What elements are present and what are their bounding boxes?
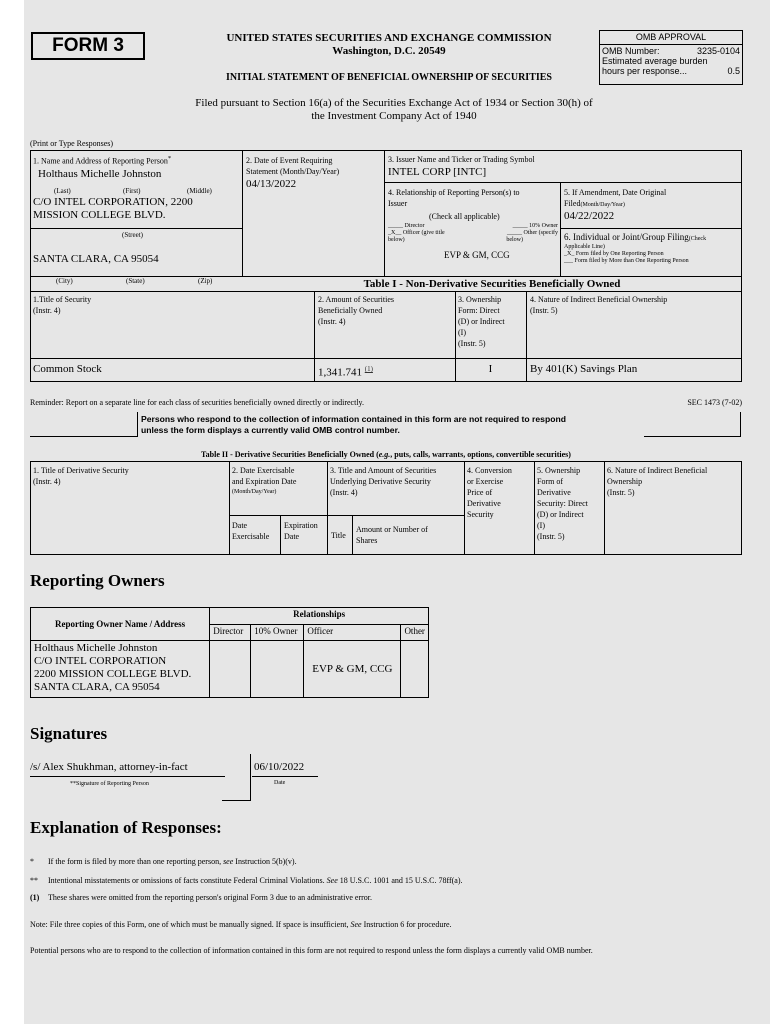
t2-col1-header: 1. Title of Derivative Security (Instr. 4) <box>33 466 129 486</box>
omb-approval-box <box>599 30 743 85</box>
reporting-owners-heading: Reporting Owners <box>30 571 165 590</box>
filed-pursuant-2: the Investment Company Act of 1940 <box>311 110 477 122</box>
signature-label: **Signature of Reporting Person <box>70 781 149 787</box>
omb-burden-value: 0.5 <box>727 66 740 76</box>
t1-col4-header: 4. Nature of Indirect Beneficial Ownership (Instr. 5) <box>530 295 668 315</box>
t2-expiration-date: Expiration Date <box>284 521 318 541</box>
omb-number-row <box>600 45 742 56</box>
reporting-person-name: Holthaus Michelle Johnston <box>38 168 162 180</box>
issuer-name: INTEL CORP [INTC] <box>388 166 487 178</box>
box3-label: 3. Issuer Name and Ticker or Trading Symbol <box>388 155 535 164</box>
omb-burden-label: hours per response... <box>602 66 688 76</box>
table-row <box>31 641 429 698</box>
explanation-heading: Explanation of Responses: <box>30 818 222 837</box>
note-1: * If the form is filed by more than one reporting person, see Instruction 5(b)(v). <box>30 857 297 866</box>
box2-label: 2. Date of Event Requiring Statement (Month/Day/Year) <box>246 156 340 176</box>
footnote-link[interactable]: (1) <box>364 365 373 373</box>
t2-col5-header: 5. Ownership Form of Derivative Security: Direct (D) or Indirect (I) (Instr. 5) <box>537 466 588 541</box>
city-state-zip: SANTA CLARA, CA 95054 <box>33 253 159 265</box>
omb-burden-line: Estimated average burden <box>602 56 708 66</box>
zip-label: (Zip) <box>198 277 213 285</box>
sec-form-number: SEC 1473 (7-02) <box>687 398 742 407</box>
table1-title: Table I - Non-Derivative Securities Beneficially Owned <box>363 278 621 290</box>
signatures-heading: Signatures <box>30 724 108 743</box>
event-date: 04/13/2022 <box>246 178 297 190</box>
amendment-date: 04/22/2022 <box>564 210 615 222</box>
street-label: (Street) <box>122 231 143 239</box>
note-potential-persons: Potential persons who are to respond to the collection of information contained in this form are not required to respond unless the form displays a currently valid OMB number. <box>30 946 593 955</box>
form-page <box>24 0 770 1024</box>
table2-title: Table II - Derivative Securities Beneficially Owned (e.g., puts, calls, warrants, options, convertible securities) <box>201 450 571 459</box>
first-label: (First) <box>123 187 141 195</box>
t1-col3-header: 3. Ownership Form: Direct (D) or Indirect (I) (Instr. 5) <box>458 295 505 348</box>
middle-label: (Middle) <box>187 187 212 195</box>
persons-respond-notice: Persons who respond to the collection of information contained in this form are not required to respond unless the form displays a currently valid OMB control number. <box>141 414 566 435</box>
box6-option-one: _X_ Form filed by One Reporting Person <box>564 251 664 257</box>
officer-title: EVP & GM, CCG <box>444 250 510 260</box>
date-label: Date <box>274 780 286 786</box>
director-cell <box>210 641 251 698</box>
last-label: (Last) <box>54 187 71 195</box>
t2-amount-shares: Amount or Number of Shares <box>356 525 428 545</box>
signer-name: /s/ Alex Shukhman, attorney-in-fact <box>30 761 188 773</box>
check-all-applicable: (Check all applicable) <box>429 212 500 221</box>
omb-number-label: OMB Number: <box>602 46 660 56</box>
t2-date-exercisable: Date Exercisable <box>232 521 270 541</box>
other-below: below) <box>506 237 523 243</box>
t1-ownership-form: I <box>488 363 493 375</box>
agency-city: Washington, D.C. 20549 <box>332 45 446 57</box>
box6-options <box>564 244 689 265</box>
t1-col2-header: 2. Amount of Securities Beneficially Owned (Instr. 4) <box>318 295 394 326</box>
omb-title: OMB APPROVAL <box>600 31 742 45</box>
director-option: _____ Director <box>388 223 425 229</box>
t2-col6-header: 6. Nature of Indirect Beneficial Ownership (Instr. 5) <box>607 466 708 497</box>
t2-title: Title <box>331 531 346 540</box>
owner-name-header: Reporting Owner Name / Address <box>31 608 210 641</box>
officer-option: _X__ Officer (give title <box>388 230 445 236</box>
t2-col4-header: 4. Conversion or Exercise Price of Derivative Security <box>467 466 512 519</box>
omb-number: 3235-0104 <box>696 46 740 56</box>
t1-nature: By 401(K) Savings Plan <box>530 363 638 375</box>
officer-cell: EVP & GM, CCG <box>304 641 401 698</box>
owner-name-address: Holthaus Michelle Johnston C/O INTEL CORPORATION 2200 MISSION COLLEGE BLVD. SANTA CLARA, CA 95054 <box>31 641 210 698</box>
other-header: Other <box>401 625 429 641</box>
note-file-copies: Note: File three copies of this Form, one of which must be manually signed. If space is insufficient, See Instruction 6 for procedure. <box>30 920 452 929</box>
address-line-1: C/O INTEL CORPORATION, 2200 <box>33 196 193 208</box>
note-footnote-1: (1) These shares were omitted from the reporting person's original Form 3 due to an administrative error. <box>30 893 373 902</box>
agency-name: UNITED STATES SECURITIES AND EXCHANGE COMMISSION <box>226 32 552 44</box>
box6-label: 6. Individual or Joint/Group Filing(Check <box>564 232 707 242</box>
city-label: (City) <box>56 277 73 285</box>
box4-label: 4. Relationship of Reporting Person(s) to Issuer <box>388 188 520 208</box>
officer-below: below) <box>388 237 405 243</box>
officer-header: Officer <box>304 625 401 641</box>
address-line-2: MISSION COLLEGE BLVD. <box>33 209 166 221</box>
relationship-options <box>388 223 558 244</box>
omb-burden-row <box>600 66 742 76</box>
signature-date: 06/10/2022 <box>254 761 305 773</box>
reminder-text: Reminder: Report on a separate line for each class of securities beneficially owned directly or indirectly. <box>30 398 365 407</box>
note-2: ** Intentional misstatements or omissions of facts constitute Federal Criminal Violations. See 18 U.S.C. 1001 and 15 U.S.C. 78ff(a). <box>30 876 463 885</box>
other-cell <box>401 641 429 698</box>
ten-pct-header: 10% Owner <box>251 625 304 641</box>
box5-label: 5. If Amendment, Date Original Filed(Month/Day/Year) <box>564 188 667 208</box>
state-label: (State) <box>126 277 145 285</box>
t1-col1-header: 1.Title of Security (Instr. 4) <box>33 295 92 315</box>
t1-security: Common Stock <box>33 363 102 375</box>
other-option: _____ Other (specify <box>507 230 558 236</box>
statement-title: INITIAL STATEMENT OF BENEFICIAL OWNERSHIP OF SECURITIES <box>225 72 552 83</box>
t2-col2-header: 2. Date Exercisable and Expiration Date (Month/Day/Year) <box>232 466 297 495</box>
relationships-header: Relationships <box>210 608 429 625</box>
filed-pursuant: Filed pursuant to Section 16(a) of the Securities Exchange Act of 1934 or Section 30(h) of <box>195 97 593 109</box>
form-title: FORM 3 <box>31 32 145 60</box>
box6-option-multiple: ___ Form filed by More than One Reporting Person <box>564 258 689 264</box>
box6-applicable: Applicable Line) <box>564 244 605 250</box>
box1-label: 1. Name and Address of Reporting Person* <box>33 155 172 166</box>
t2-col3-header: 3. Title and Amount of Securities Underlying Derivative Security (Instr. 4) <box>330 466 437 497</box>
director-header: Director <box>210 625 251 641</box>
print-note: (Print or Type Responses) <box>30 139 114 148</box>
ten-pct-cell <box>251 641 304 698</box>
ten-pct-option: _____ 10% Owner <box>512 223 558 229</box>
t1-amount: 1,341.741 $^{(1)}$ <box>318 365 373 379</box>
reporting-owners-table <box>30 607 429 698</box>
